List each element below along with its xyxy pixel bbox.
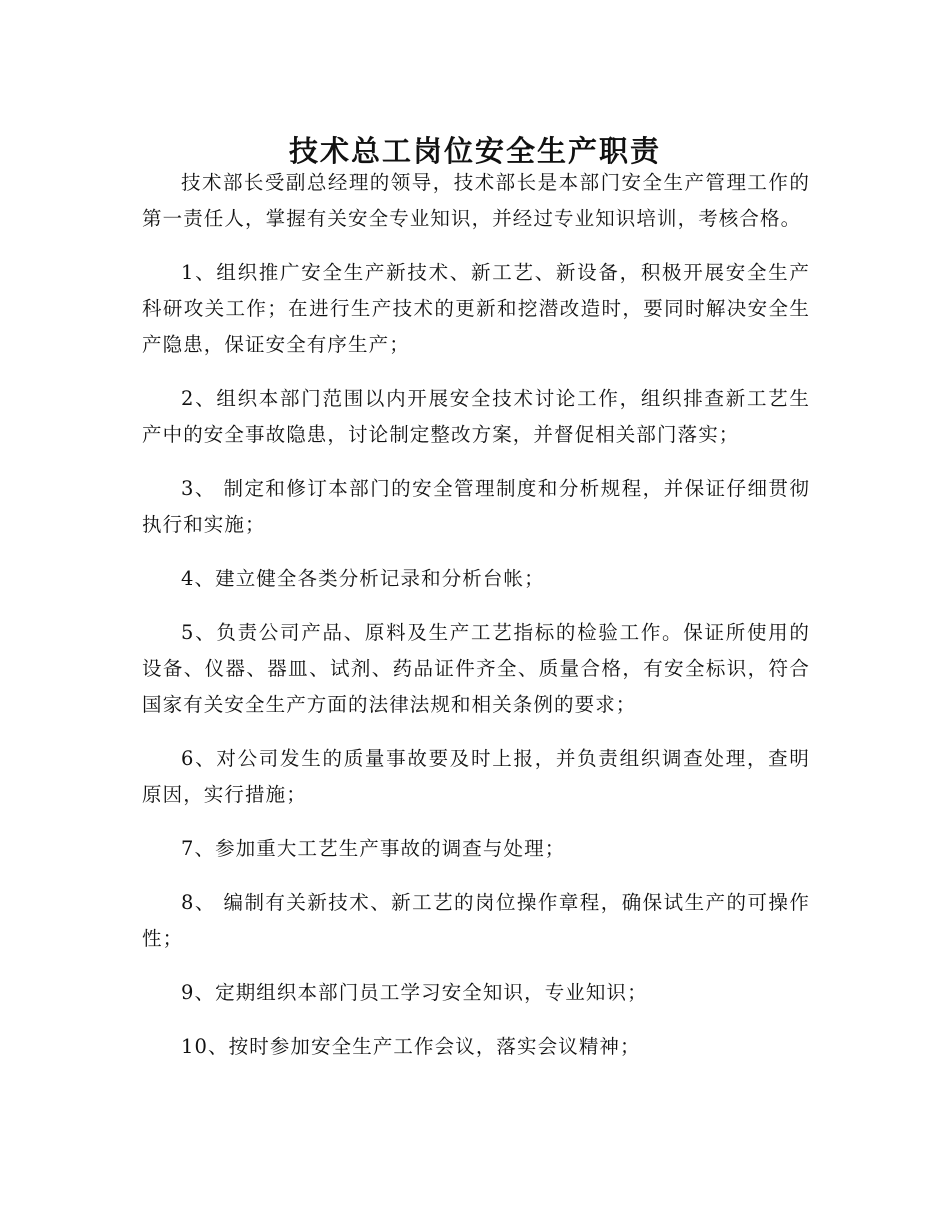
- duty-item-4: 4、建立健全各类分析记录和分析台帐；: [181, 567, 545, 590]
- document-title: 技术总工岗位安全生产职责: [288, 134, 661, 169]
- duty-item-8: 8、 编制有关新技术、新工艺的岗位操作章程，确保试生产的可操作性；: [142, 891, 810, 950]
- intro-paragraph: 技术部长受副总经理的领导，技术部长是本部门安全生产管理工作的第一责任人，掌握有关安全专业知识，并经过专业知识培训，考核合格。: [142, 171, 810, 230]
- duty-item-1: 1、组织推广安全生产新技术、新工艺、新设备，积极开展安全生产科研攻关工作；在进行生产技术的更新和挖潜改造时，要同时解决安全生产隐患，保证安全有序生产；: [142, 261, 810, 356]
- duty-item-9: 9、定期组织本部门员工学习安全知识，专业知识；: [181, 981, 648, 1004]
- duty-item-6: 6、对公司发生的质量事故要及时上报，并负责组织调查处理，查明原因，实行措施；: [142, 747, 810, 806]
- duty-item-7: 7、参加重大工艺生产事故的调查与处理；: [181, 837, 566, 860]
- document-body: [142, 165, 810, 1083]
- duty-item-3: 3、 制定和修订本部门的安全管理制度和分析规程，并保证仔细贯彻执行和实施；: [142, 477, 810, 536]
- duty-item-2: 2、组织本部门范围以内开展安全技术讨论工作，组织排查新工艺生产中的安全事故隐患，讨论制定整改方案，并督促相关部门落实；: [142, 387, 810, 446]
- duty-item-10: 10、按时参加安全生产工作会议，落实会议精神；: [181, 1035, 641, 1058]
- duty-item-5: 5、负责公司产品、原料及生产工艺指标的检验工作。保证所使用的设备、仪器、器皿、试剂、药品证件齐全、质量合格，有安全标识，符合国家有关安全生产方面的法律法规和相关条例的要求；: [142, 621, 810, 716]
